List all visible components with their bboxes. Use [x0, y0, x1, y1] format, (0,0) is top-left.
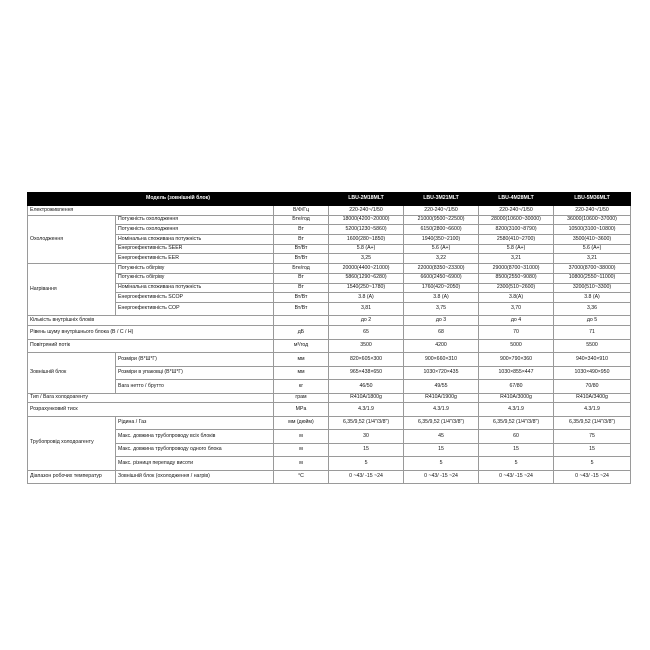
- value: R410A/3000g: [479, 393, 554, 403]
- value: 5.6 (A+): [404, 244, 479, 254]
- spec-table: [27, 192, 631, 484]
- unit: грам: [274, 393, 329, 403]
- value: 70: [479, 326, 554, 340]
- value: 2580(410~2700): [479, 235, 554, 245]
- row-dims: [28, 353, 631, 367]
- param: Розміри (В*Ш*Г): [116, 353, 274, 367]
- row-heat-capacity-btu: [28, 264, 631, 274]
- value: 21000(9500~22500): [404, 215, 479, 225]
- unit: Бте/год: [274, 264, 329, 274]
- param: Енергоефективність EER: [116, 254, 274, 264]
- model-2: LBU-3M21MLT: [404, 193, 479, 206]
- value: 940×340×910: [554, 353, 631, 367]
- value: 10800(2550~11000): [554, 273, 631, 283]
- unit: °C: [274, 470, 329, 484]
- value: 3.8 (A): [404, 293, 479, 303]
- unit: Вт/Вт: [274, 302, 329, 316]
- param: Потужність обігріву: [116, 264, 274, 274]
- unit: Вт/Вт: [274, 254, 329, 264]
- value: 3500(410~3600): [554, 235, 631, 245]
- value: 46/50: [329, 380, 404, 394]
- row-heat-capacity-w: [28, 273, 631, 283]
- param: Макс. різниця перепаду висоти: [116, 457, 274, 471]
- value: 3.8 (A): [554, 293, 631, 303]
- value: 0 ~43/ -15 ~24: [554, 470, 631, 484]
- value: 3,36: [554, 302, 631, 316]
- row-temp-range: [28, 470, 631, 484]
- param: Потужність охолодження: [116, 215, 274, 225]
- value: 6,35/9,52 (1/4"/3/8"): [479, 416, 554, 430]
- value: 3.8 (A): [329, 293, 404, 303]
- value: 1030×720×435: [404, 366, 479, 380]
- value: 220-240~/1/50: [404, 206, 479, 216]
- row-cool-input: [28, 235, 631, 245]
- value: 15: [479, 443, 554, 457]
- row-pipe-total: [28, 430, 631, 444]
- value: 220-240~/1/50: [554, 206, 631, 216]
- value: 8200(3100~8790): [479, 225, 554, 235]
- value: 1030×490×950: [554, 366, 631, 380]
- unit: Вт: [274, 235, 329, 245]
- value: R410A/1900g: [404, 393, 479, 403]
- group-cooling: Охолодження: [28, 215, 116, 263]
- row-pipe-diam: [28, 416, 631, 430]
- value: до 4: [479, 316, 554, 326]
- row-refrigerant: [28, 393, 631, 403]
- value: 5: [329, 457, 404, 471]
- row-noise: [28, 326, 631, 340]
- param: Розрахунковий тиск: [28, 403, 274, 417]
- value: 20000(4400~21000): [329, 264, 404, 274]
- row-cool-capacity-btu: [28, 215, 631, 225]
- value: 28000(10600~30000): [479, 215, 554, 225]
- value: 6,35/9,52 (1/4"/3/8"): [329, 416, 404, 430]
- param: Рівень шуму внутрішнього блока (В / С / Н): [28, 326, 274, 340]
- value: 0 ~43/ -15 ~24: [404, 470, 479, 484]
- unit: Вт: [274, 273, 329, 283]
- unit: [274, 316, 329, 326]
- value: 15: [329, 443, 404, 457]
- value: 0 ~43/ -15 ~24: [329, 470, 404, 484]
- spec-sheet: [27, 192, 630, 484]
- group-outdoor-unit: Зовнішній блок: [28, 353, 116, 394]
- unit: м³/год: [274, 339, 329, 353]
- row-eer: [28, 254, 631, 264]
- value: до 5: [554, 316, 631, 326]
- unit: Вт: [274, 283, 329, 293]
- value: 36000(10600~37000): [554, 215, 631, 225]
- row-airflow: [28, 339, 631, 353]
- value: 3,21: [479, 254, 554, 264]
- value: 1600(280~1850): [329, 235, 404, 245]
- value: до 3: [404, 316, 479, 326]
- param: Енергоефективність SEER: [116, 244, 274, 254]
- value: 71: [554, 326, 631, 340]
- value: 3,21: [554, 254, 631, 264]
- value: 900×790×360: [479, 353, 554, 367]
- value: 15: [404, 443, 479, 457]
- param: Повітряний потік: [28, 339, 274, 353]
- unit: Вт/Вт: [274, 293, 329, 303]
- value: 3500: [329, 339, 404, 353]
- param: Потужність охолодження: [116, 225, 274, 235]
- value: 5: [479, 457, 554, 471]
- param: Потужність обігріву: [116, 273, 274, 283]
- value: 15: [554, 443, 631, 457]
- value: 5.8 (A+): [329, 244, 404, 254]
- param: Енергоефективність SCOP: [116, 293, 274, 303]
- row-heat-input: [28, 283, 631, 293]
- row-pipe-single: [28, 443, 631, 457]
- value: 10500(3100~10800): [554, 225, 631, 235]
- value: R410A/3400g: [554, 393, 631, 403]
- param: Тип / Вага холодоагенту: [28, 393, 274, 403]
- value: 4.3/1.9: [404, 403, 479, 417]
- value: 4.3/1.9: [479, 403, 554, 417]
- group-temp-range: Діапазон робочих температур: [28, 470, 116, 484]
- row-scop: [28, 293, 631, 303]
- value: 37000(8700~38000): [554, 264, 631, 274]
- value: 1540(250~1780): [329, 283, 404, 293]
- param: Макс. довжина трубопроводу одного блока: [116, 443, 274, 457]
- value: 1030×855×447: [479, 366, 554, 380]
- value: 29000(8700~31000): [479, 264, 554, 274]
- value: 965×438×650: [329, 366, 404, 380]
- value: 70/80: [554, 380, 631, 394]
- value: 5: [404, 457, 479, 471]
- header-label: Модель (зовнішній блок): [28, 193, 329, 206]
- row-weight: [28, 380, 631, 394]
- row-cop: [28, 302, 631, 316]
- param: Номінальна споживана потужність: [116, 283, 274, 293]
- unit: Вт/Вт: [274, 244, 329, 254]
- value: 6150(2800~6600): [404, 225, 479, 235]
- value: R410A/1800g: [329, 393, 404, 403]
- value: 8500(2550~9080): [479, 273, 554, 283]
- value: 4.3/1.9: [554, 403, 631, 417]
- value: 5.6 (A+): [554, 244, 631, 254]
- value: 45: [404, 430, 479, 444]
- value: 820×605×300: [329, 353, 404, 367]
- param: Номінальна споживана потужність: [116, 235, 274, 245]
- value: 6,35/9,52 (1/4"/3/8"): [554, 416, 631, 430]
- value: 3200(510~3300): [554, 283, 631, 293]
- group-heating: Нагрівання: [28, 264, 116, 316]
- value: 220-240~/1/50: [479, 206, 554, 216]
- value: 18000(4200~20000): [329, 215, 404, 225]
- unit: м: [274, 443, 329, 457]
- param: Енергоефективність COP: [116, 302, 274, 316]
- unit: дБ: [274, 326, 329, 340]
- param: Зовнішній блок (охолодження / нагрів): [116, 470, 274, 484]
- unit: мм (дюйм): [274, 416, 329, 430]
- value: 60: [479, 430, 554, 444]
- value: 3,22: [404, 254, 479, 264]
- unit: кг: [274, 380, 329, 394]
- unit: м: [274, 457, 329, 471]
- value: 75: [554, 430, 631, 444]
- value: 5500: [554, 339, 631, 353]
- row-pressure: [28, 403, 631, 417]
- value: 0 ~43/ -15 ~24: [479, 470, 554, 484]
- value: 900×660×310: [404, 353, 479, 367]
- value: 3.8(A): [479, 293, 554, 303]
- value: до 2: [329, 316, 404, 326]
- param: Рідина / Газ: [116, 416, 274, 430]
- value: 22000(8350~23300): [404, 264, 479, 274]
- value: 3,75: [404, 302, 479, 316]
- value: 5: [554, 457, 631, 471]
- value: 1940(350~2100): [404, 235, 479, 245]
- param: Макс. довжина трубопроводу всіх блоків: [116, 430, 274, 444]
- row-height-diff: [28, 457, 631, 471]
- value: 2300(510~2600): [479, 283, 554, 293]
- unit: Бте/год: [274, 215, 329, 225]
- value: 5860(1290~6280): [329, 273, 404, 283]
- value: 65: [329, 326, 404, 340]
- unit: мм: [274, 353, 329, 367]
- unit: мм: [274, 366, 329, 380]
- row-cool-capacity-w: [28, 225, 631, 235]
- unit: Вт: [274, 225, 329, 235]
- header-row: [28, 193, 631, 206]
- value: 30: [329, 430, 404, 444]
- value: 67/80: [479, 380, 554, 394]
- value: 1760(420~2050): [404, 283, 479, 293]
- unit: В/Ф/Гц: [274, 206, 329, 216]
- value: 68: [404, 326, 479, 340]
- row-pack-dims: [28, 366, 631, 380]
- value: 5.8 (A+): [479, 244, 554, 254]
- param: Кількість внутрішніх блоків: [28, 316, 274, 326]
- param: Розміри в упаковці (В*Ш*Г): [116, 366, 274, 380]
- unit: м: [274, 430, 329, 444]
- unit: MPa: [274, 403, 329, 417]
- value: 6,35/9,52 (1/4"/3/8"): [404, 416, 479, 430]
- row-power-supply: [28, 206, 631, 216]
- value: 5200(1230~5860): [329, 225, 404, 235]
- value: 3,70: [479, 302, 554, 316]
- value: 4.3/1.9: [329, 403, 404, 417]
- value: 3,81: [329, 302, 404, 316]
- model-1: LBU-2M18MLT: [329, 193, 404, 206]
- row-seer: [28, 244, 631, 254]
- model-4: LBU-5M36MLT: [554, 193, 631, 206]
- value: 4200: [404, 339, 479, 353]
- model-3: LBU-4M28MLT: [479, 193, 554, 206]
- value: 220-240~/1/50: [329, 206, 404, 216]
- row-indoor-count: [28, 316, 631, 326]
- value: 5000: [479, 339, 554, 353]
- value: 3,25: [329, 254, 404, 264]
- value: 49/55: [404, 380, 479, 394]
- param: Вага нетто / брутто: [116, 380, 274, 394]
- value: 6600(2450~6900): [404, 273, 479, 283]
- group-refrigerant-pipe: Трубопровід холодоагенту: [28, 416, 116, 470]
- param: Електроживлення: [28, 206, 274, 216]
